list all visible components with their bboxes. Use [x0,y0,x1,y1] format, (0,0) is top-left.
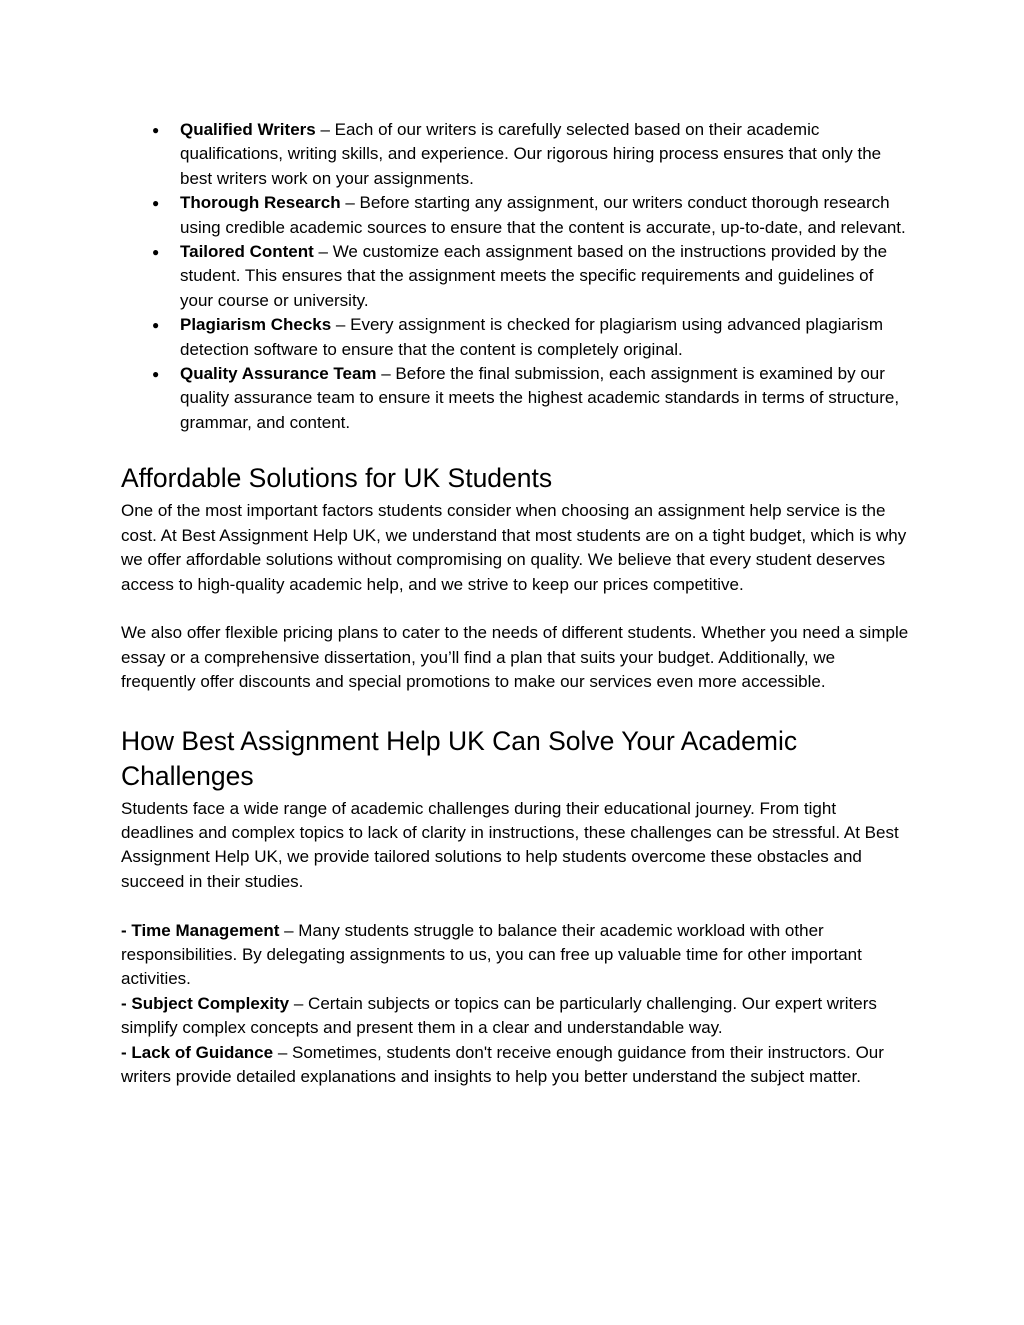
bullet-icon: ● [152,367,160,382]
bullet-icon: ● [152,196,160,211]
list-item-title: Quality Assurance Team [180,364,377,384]
affordable-paragraph-1: One of the most important factors students consider when choosing an assignment help service is the cost. At Best Assignment Help UK, we understand that most students are on a tight budget, which is why we offer affordable solutions without compromising on quality. We believe that every student deserves access to high-quality academic help, and we strive to keep our prices competitive. [121,501,907,594]
list-item-text: – Every assignment is checked for plagiarism using advanced plagiarism detection software to ensure that the content is completely original. [180,315,884,359]
bullet-icon: ● [152,123,160,137]
bullet-icon: ● [152,245,160,260]
list-item [121,118,911,191]
affordable-paragraph-2: We also offer flexible pricing plans to cater to the needs of different students. Whether you need a simple essay or a comprehensive dissertation, you’ll find a plan that suits your budget. Additionally, we frequently offer discounts and special promotions to make our services even more accessible. [121,623,909,692]
bullet-icon: ● [152,318,160,333]
list-item [121,240,911,313]
challenge-text: – Sometimes, students don't receive enough guidance from their instructors. Our writers provide detailed explanations and insights to help you better understand the subject matter. [121,1042,884,1086]
list-item [121,362,911,435]
list-item-title: Plagiarism Checks [180,315,332,335]
challenge-title: - Lack of Guidance [121,1042,274,1062]
list-item-title: Tailored Content [180,242,314,262]
list-item-text: – Each of our writers is carefully selected based on their academic qualifications, writing skills, and experience. Our rigorous hiring process ensures that only the best writers work on your assignments. [180,120,882,188]
quality-features-list [121,118,911,435]
list-item [121,313,911,362]
document-page [121,118,911,1089]
list-item-title: Qualified Writers [180,120,316,139]
paragraph-gap [121,597,911,621]
affordable-heading: Affordable Solutions for UK Students [121,463,553,494]
challenge-item [121,1041,911,1090]
how-intro-paragraph: Students face a wide range of academic challenges during their educational journey. From tight deadlines and complex topics to lack of clarity in instructions, these challenges can be stressful. At Best Assignment Help UK, we provide tailored solutions to help students overcome these obstacles and succeed in their studies. [121,798,899,891]
challenge-text: – Certain subjects or topics can be particularly challenging. Our expert writers simplify complex concepts and present them in a clear and understandable way. [121,993,877,1038]
list-item [121,191,911,240]
challenge-item [121,919,911,992]
challenge-title: - Time Management [121,920,280,940]
how-heading: How Best Assignment Help UK Can Solve Your Academic Challenges [121,725,798,791]
list-item-text: – We customize each assignment based on the instructions provided by the student. This ensures that the assignment meets the specific requirements and guidelines of your course or university. [180,242,888,310]
challenge-title: - Subject Complexity [121,993,290,1013]
paragraph-gap [121,894,911,918]
challenge-text: – Many students struggle to balance their academic workload with other responsibilities. By delegating assignments to us, you can free up valuable time for other important activities. [121,920,862,989]
challenge-item [121,992,911,1041]
list-item-text: – Before starting any assignment, our writers conduct thorough research using credible academic sources to ensure that the content is accurate, up-to-date, and relevant. [180,193,906,237]
list-item-text: – Before the final submission, each assignment is examined by our quality assurance team to ensure it meets the highest academic standards in terms of structure, grammar, and content. [180,364,900,432]
list-item-title: Thorough Research [180,193,341,213]
